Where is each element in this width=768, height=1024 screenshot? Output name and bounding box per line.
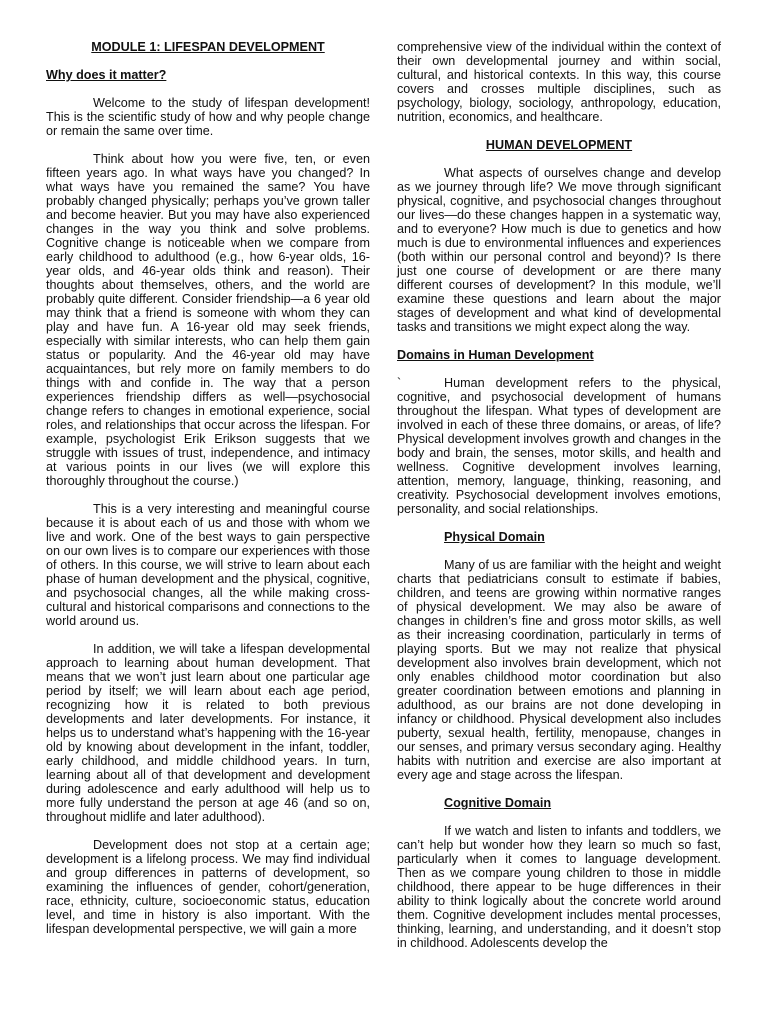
section-heading-domains: Domains in Human Development xyxy=(397,348,594,362)
section-heading-why: Why does it matter? xyxy=(46,68,167,82)
paragraph: comprehensive view of the individual within the context of their own developmental journey and within social, cultural, and historical contexts. In this way, this course covers and crosses multiple disciplines, such as psychology, biology, sociology, anthropology, education, nutrition, economics, and healthcare. xyxy=(397,40,721,124)
left-column xyxy=(46,40,370,950)
paragraph: In addition, we will take a lifespan developmental approach to learning about human development. That means that we won’t just learn about one particular age period by itself; we will learn about each age period, recognizing how it is related to both previous developments and later developments. For instance, it helps us to understand what’s happening with the 16-year old by knowing about development in the infant, toddler, early childhood, and middle childhood years. In turn, learning about all of that development and development during adolescence and early adulthood will help us to more fully understand the person at age 46 (and so on, throughout midlife and later adulthood). xyxy=(46,642,370,824)
paragraph: If we watch and listen to infants and toddlers, we can’t help but wonder how they learn so much so fast, particularly when it comes to language development. Then as we compare young children to those in middle childhood, there appear to be huge differences in their ability to think logically about the concrete world around them. Cognitive development includes mental processes, thinking, learning, and understanding, and it doesn’t stop in childhood. Adolescents develop the xyxy=(397,824,721,950)
paragraph: Welcome to the study of lifespan development! This is the scientific study of how and why people change or remain the same over time. xyxy=(46,96,370,138)
section-heading-human-development: HUMAN DEVELOPMENT xyxy=(485,138,633,152)
paragraph-text: Human development refers to the physical, cognitive, and psychosocial development of humans throughout the lifespan. What types of development are involved in each of these three domains, or areas, of life? Physical development involves growth and changes in the body and brain, the senses, motor skills, and health and wellness. Cognitive development involves learning, attention, memory, language, thinking, reasoning, and creativity. Psychosocial development involves emotions, personality, and social relationships. xyxy=(397,376,721,516)
paragraph: Development does not stop at a certain age; development is a lifelong process. We may find individual and group differences in patterns of development, so examining the influences of gender, cohort/generation, race, ethnicity, culture, socioeconomic status, education level, and time in history is also important. With the lifespan developmental perspective, we will gain a more xyxy=(46,838,370,936)
paragraph: Think about how you were five, ten, or even fifteen years ago. In what ways have you changed? In what ways have you remained the same? You have probably changed physically; perhaps you’ve grown taller and become heavier. But you may have also experienced changes in the way you think and solve problems. Cognitive change is noticeable when we compare from early childhood to adulthood (e.g., how 6-year olds, 16-year olds, and 46-year olds think and reason). Their thoughts about themselves, others, and the world are probably quite different. Consider friendship—a 6 year old may think that a friend is someone with whom they can play and have fun. A 16-year old may seek friends, especially with similar interests, who can help them gain status or popularity. And the 46-year old may have acquaintances, but rely more on family members to do things with and confide in. The way that a person experiences friendship differs as well—psychosocial change refers to changes in emotional experience, social roles, and relationships that occur across the lifespan. For example, psychologist Erik Erikson suggests that we struggle with issues of trust, independence, and intimacy at various points in our lives (we will explore this thoroughly throughout the course.) xyxy=(46,152,370,488)
module-title: MODULE 1: LIFESPAN DEVELOPMENT xyxy=(91,40,325,54)
paragraph xyxy=(397,376,721,516)
paragraph: This is a very interesting and meaningful course because it is about each of us and those with whom we live and work. One of the best ways to gain perspective on our own lives is to compare our experiences with those of others. In this course, we will strive to learn about each phase of human development and the physical, cognitive, and psychosocial changes, all the while making cross-cultural and historical comparisons and connections to the world around us. xyxy=(46,502,370,628)
section-heading-cognitive-domain: Cognitive Domain xyxy=(444,796,552,810)
paragraph: Many of us are familiar with the height and weight charts that pediatricians consult to estimate if babies, children, and teens are growing within normative ranges of physical development. We may also be aware of changes in children’s fine and gross motor skills, as well as their increasing coordination, particularly in terms of playing sports. But we may not realize that physical development also involves brain development, which not only enables childhood motor coordination but also greater coordination between emotions and planning in adulthood, as our brains are not done developing in infancy or childhood. Physical development also includes puberty, sexual health, fertility, menopause, changes in our senses, and primary versus secondary aging. Healthy habits with nutrition and exercise are also important at every age and stage across the lifespan. xyxy=(397,558,721,782)
paragraph: What aspects of ourselves change and develop as we journey through life? We move through significant physical, cognitive, and psychosocial changes throughout our lives—do these changes happen in a systematic way, and to everyone? How much is due to genetics and how much is due to environmental influences and experiences (both within our personal control and beyond)? Is there just one course of development or are there many different courses of development? In this module, we’ll examine these questions and learn about the major stages of development and what kind of developmental tasks and transitions we might expect along the way. xyxy=(397,166,721,334)
section-heading-physical-domain: Physical Domain xyxy=(444,530,545,544)
right-column xyxy=(397,40,721,964)
stray-backtick: ` xyxy=(397,376,402,390)
